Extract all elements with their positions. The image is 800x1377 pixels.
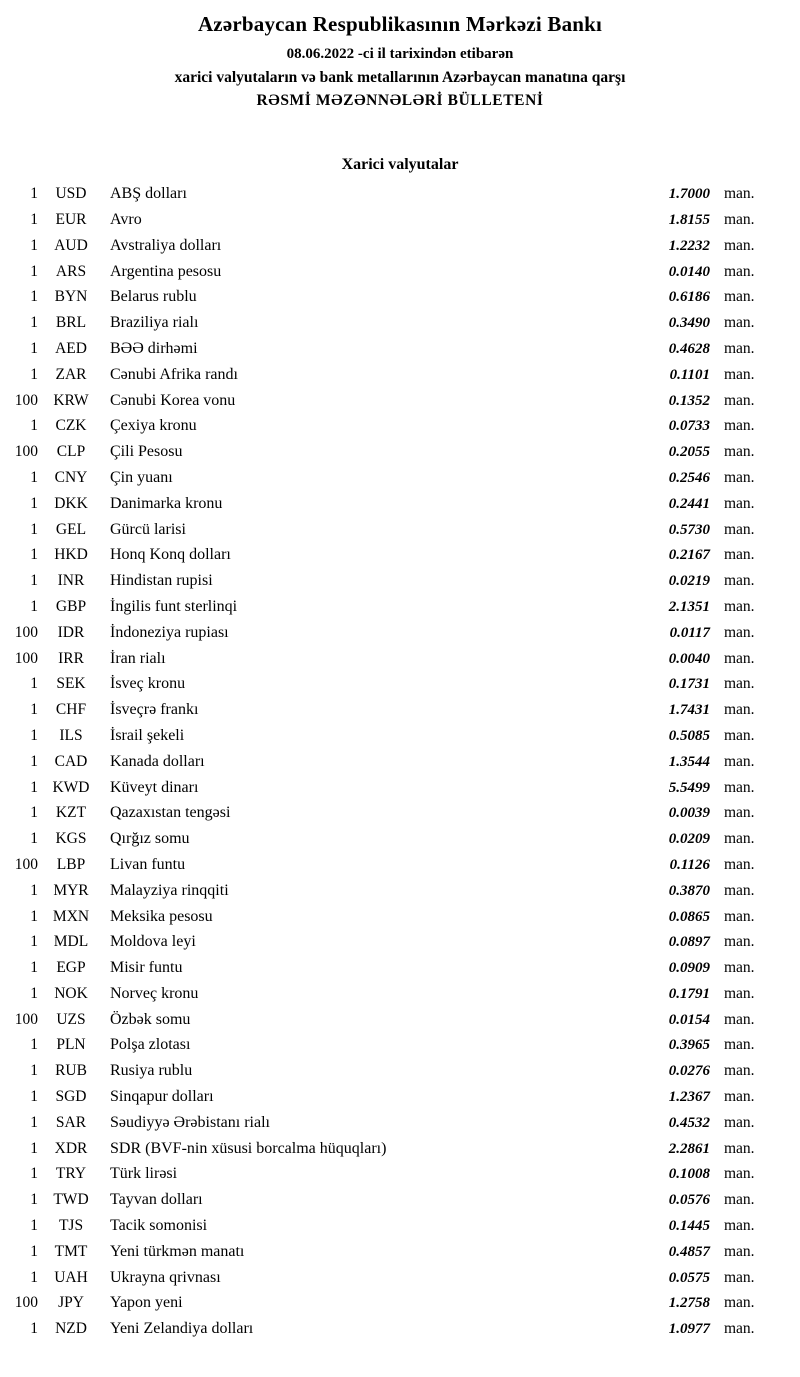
row-currency-name: Küveyt dinarı [110, 778, 199, 796]
row-nominal: 1 [30, 907, 38, 925]
row-nominal: 1 [30, 778, 38, 796]
row-rate-value: 5.5499 [668, 779, 710, 796]
row-unit-label: man. [724, 1217, 755, 1235]
row-unit-label: man. [724, 830, 755, 848]
row-currency-code: EUR [55, 210, 87, 228]
row-currency-name: Norveç kronu [110, 984, 199, 1002]
table-row [0, 1290, 770, 1316]
row-rate-value: 0.0039 [668, 805, 710, 822]
table-row [0, 594, 770, 620]
row-unit-label: man. [724, 494, 755, 512]
row-unit-label: man. [724, 959, 755, 977]
row-unit-label: man. [724, 546, 755, 564]
table-row [0, 981, 770, 1007]
row-currency-code: KWD [52, 778, 90, 796]
row-currency-name: Belarus rublu [110, 288, 197, 306]
table-row [0, 568, 770, 594]
table-row [0, 310, 770, 336]
row-rate-value: 0.0897 [668, 934, 710, 951]
row-currency-code: UAH [54, 1268, 88, 1286]
table-row [0, 207, 770, 233]
row-rate-value: 0.0140 [668, 263, 710, 280]
row-currency-name: Avstraliya dolları [110, 236, 222, 254]
row-nominal: 1 [30, 417, 38, 435]
row-nominal: 1 [30, 210, 38, 228]
row-currency-code: INR [57, 572, 85, 590]
section-title-foreign-currencies: Xarici valyutalar [341, 156, 459, 174]
row-nominal: 1 [30, 804, 38, 822]
table-row [0, 852, 770, 878]
row-nominal: 1 [30, 546, 38, 564]
row-currency-name: Livan funtu [110, 855, 186, 873]
row-unit-label: man. [724, 1036, 755, 1054]
row-unit-label: man. [724, 675, 755, 693]
row-currency-code: ILS [59, 726, 83, 744]
row-rate-value: 0.4857 [668, 1243, 710, 1260]
row-rate-value: 0.0576 [668, 1192, 710, 1209]
row-currency-name: Rusiya rublu [110, 1062, 193, 1080]
document-header [0, 12, 800, 110]
table-row [0, 1187, 770, 1213]
table-row [0, 826, 770, 852]
row-currency-code: AED [55, 339, 87, 357]
row-nominal: 100 [14, 443, 38, 461]
row-nominal: 1 [30, 185, 38, 203]
row-currency-code: GEL [55, 520, 87, 538]
row-nominal: 1 [30, 1242, 38, 1260]
row-rate-value: 0.0909 [668, 960, 710, 977]
row-rate-value: 0.0040 [668, 650, 710, 667]
row-currency-name: Yapon yeni [110, 1294, 183, 1312]
row-currency-name: Cənubi Korea vonu [110, 391, 236, 409]
row-currency-code: BRL [55, 314, 87, 332]
row-nominal: 1 [30, 288, 38, 306]
table-row [0, 929, 770, 955]
row-nominal: 1 [30, 1062, 38, 1080]
row-nominal: 1 [30, 1320, 38, 1338]
row-currency-name: Cənubi Afrika randı [110, 365, 238, 383]
row-unit-label: man. [724, 1113, 755, 1131]
row-nominal: 1 [30, 494, 38, 512]
row-unit-label: man. [724, 417, 755, 435]
bank-title: Azərbaycan Respublikasının Mərkəzi Bankı [197, 12, 603, 36]
row-nominal: 1 [30, 572, 38, 590]
row-rate-value: 0.6186 [668, 289, 710, 306]
table-row [0, 1213, 770, 1239]
row-unit-label: man. [724, 520, 755, 538]
table-row [0, 723, 770, 749]
row-currency-name: İsrail şekeli [110, 726, 185, 744]
row-rate-value: 0.3870 [668, 882, 710, 899]
row-currency-name: Qırğız somu [110, 830, 190, 848]
row-nominal: 100 [14, 391, 38, 409]
table-row [0, 362, 770, 388]
row-rate-value: 0.1731 [668, 676, 710, 693]
row-rate-value: 1.7000 [668, 186, 710, 203]
row-nominal: 1 [30, 1217, 38, 1235]
table-row [0, 1136, 770, 1162]
row-currency-code: NOK [54, 984, 88, 1002]
row-rate-value: 0.2167 [668, 547, 710, 564]
row-rate-value: 0.0154 [668, 1011, 710, 1028]
row-currency-code: NZD [55, 1320, 87, 1338]
row-currency-name: Tacik somonisi [110, 1217, 208, 1235]
row-unit-label: man. [724, 365, 755, 383]
table-row [0, 1058, 770, 1084]
row-unit-label: man. [724, 468, 755, 486]
row-unit-label: man. [724, 210, 755, 228]
subtitle-line-2: RƏSMİ MƏZƏNNƏLƏRİ BÜLLETENİ [256, 92, 544, 110]
row-currency-code: KZT [55, 804, 87, 822]
row-nominal: 1 [30, 726, 38, 744]
row-currency-code: CHF [55, 701, 87, 719]
row-rate-value: 0.0209 [668, 831, 710, 848]
row-currency-name: Çexiya kronu [110, 417, 197, 435]
row-currency-name: BƏƏ dirhəmi [110, 339, 198, 357]
row-unit-label: man. [724, 1165, 755, 1183]
row-currency-name: Moldova leyi [110, 933, 196, 951]
row-currency-code: CAD [54, 752, 88, 770]
row-unit-label: man. [724, 778, 755, 796]
row-currency-code: MXN [52, 907, 90, 925]
row-currency-name: Qazaxıstan tengəsi [110, 804, 231, 822]
row-rate-value: 1.8155 [668, 211, 710, 228]
row-nominal: 1 [30, 365, 38, 383]
row-unit-label: man. [724, 881, 755, 899]
row-currency-name: İran rialı [110, 649, 166, 667]
row-nominal: 1 [30, 314, 38, 332]
row-currency-code: CLP [56, 443, 86, 461]
row-currency-code: USD [55, 185, 87, 203]
row-nominal: 1 [30, 468, 38, 486]
row-currency-code: ARS [55, 262, 87, 280]
row-rate-value: 1.2232 [668, 237, 710, 254]
row-currency-code: PLN [56, 1036, 86, 1054]
table-row [0, 439, 770, 465]
row-currency-name: Argentina pesosu [110, 262, 222, 280]
row-rate-value: 0.1352 [668, 392, 710, 409]
row-unit-label: man. [724, 804, 755, 822]
row-currency-name: Gürcü larisi [110, 520, 186, 538]
row-currency-code: SEK [56, 675, 86, 693]
table-row [0, 259, 770, 285]
row-rate-value: 1.2367 [668, 1089, 710, 1106]
table-row [0, 413, 770, 439]
row-currency-code: UZS [56, 1010, 86, 1028]
row-nominal: 1 [30, 881, 38, 899]
row-currency-name: Yeni Zelandiya dolları [110, 1320, 254, 1338]
row-currency-code: ZAR [55, 365, 87, 383]
row-unit-label: man. [724, 907, 755, 925]
row-nominal: 100 [14, 855, 38, 873]
row-currency-name: Çili Pesosu [110, 443, 183, 461]
row-nominal: 1 [30, 597, 38, 615]
row-currency-name: Səudiyyə Ərəbistanı rialı [110, 1113, 270, 1131]
row-unit-label: man. [724, 1268, 755, 1286]
row-currency-name: Polşa zlotası [110, 1036, 191, 1054]
row-unit-label: man. [724, 314, 755, 332]
row-currency-code: XDR [54, 1139, 88, 1157]
row-currency-code: SAR [55, 1113, 87, 1131]
row-nominal: 100 [14, 623, 38, 641]
table-row [0, 775, 770, 801]
table-row [0, 800, 770, 826]
row-currency-code: IDR [57, 623, 85, 641]
table-row [0, 1316, 770, 1342]
row-unit-label: man. [724, 1088, 755, 1106]
row-nominal: 1 [30, 830, 38, 848]
row-unit-label: man. [724, 262, 755, 280]
row-nominal: 1 [30, 1191, 38, 1209]
row-unit-label: man. [724, 339, 755, 357]
rates-table-body [0, 181, 800, 1342]
row-rate-value: 0.3965 [668, 1037, 710, 1054]
row-unit-label: man. [724, 185, 755, 203]
row-rate-value: 1.2758 [668, 1295, 710, 1312]
row-currency-code: CNY [54, 468, 88, 486]
row-nominal: 1 [30, 675, 38, 693]
row-currency-name: Tayvan dolları [110, 1191, 203, 1209]
subtitle-line-1: xarici valyutaların və bank metallarının Azərbaycan manatına qarşı [174, 69, 626, 87]
row-currency-code: TJS [58, 1217, 84, 1235]
row-unit-label: man. [724, 1294, 755, 1312]
row-unit-label: man. [724, 726, 755, 744]
row-rate-value: 0.1791 [668, 985, 710, 1002]
row-currency-name: ABŞ dolları [110, 185, 187, 203]
row-nominal: 1 [30, 1088, 38, 1106]
row-nominal: 1 [30, 262, 38, 280]
row-currency-name: Danimarka kronu [110, 494, 223, 512]
row-unit-label: man. [724, 1139, 755, 1157]
row-rate-value: 1.3544 [668, 753, 710, 770]
row-nominal: 1 [30, 701, 38, 719]
row-nominal: 100 [14, 1010, 38, 1028]
table-row [0, 181, 770, 207]
row-currency-code: CZK [55, 417, 87, 435]
table-row [0, 749, 770, 775]
table-row [0, 1007, 770, 1033]
table-row [0, 491, 770, 517]
row-currency-name: Meksika pesosu [110, 907, 213, 925]
row-currency-name: Çin yuanı [110, 468, 173, 486]
row-unit-label: man. [724, 572, 755, 590]
table-row [0, 542, 770, 568]
row-currency-code: TRY [55, 1165, 87, 1183]
table-row [0, 671, 770, 697]
row-currency-code: KRW [53, 391, 89, 409]
row-rate-value: 0.5730 [668, 521, 710, 538]
row-currency-code: RUB [55, 1062, 87, 1080]
row-rate-value: 0.0865 [668, 908, 710, 925]
table-row [0, 517, 770, 543]
row-rate-value: 0.1101 [669, 366, 710, 383]
row-nominal: 1 [30, 236, 38, 254]
table-row [0, 284, 770, 310]
row-currency-name: Honq Konq dolları [110, 546, 231, 564]
row-currency-name: SDR (BVF-nin xüsusi borcalma hüquqları) [110, 1139, 387, 1157]
row-rate-value: 2.2861 [668, 1140, 710, 1157]
row-currency-name: Özbək somu [110, 1010, 191, 1028]
row-rate-value: 0.1445 [668, 1218, 710, 1235]
row-currency-code: KGS [55, 830, 87, 848]
row-rate-value: 0.0733 [668, 418, 710, 435]
row-currency-name: İndoneziya rupiası [110, 623, 229, 641]
row-unit-label: man. [724, 1320, 755, 1338]
row-rate-value: 0.0575 [668, 1269, 710, 1286]
row-currency-name: İngilis funt sterlinqi [110, 597, 238, 615]
row-unit-label: man. [724, 391, 755, 409]
table-row [0, 904, 770, 930]
row-currency-name: Ukrayna qrivnası [110, 1268, 221, 1286]
row-currency-code: GBP [55, 597, 87, 615]
row-rate-value: 0.4628 [668, 340, 710, 357]
table-row [0, 697, 770, 723]
effective-date-line: 08.06.2022 -ci il tarixindən etibarən [286, 46, 514, 63]
row-currency-code: JPY [58, 1294, 84, 1312]
row-unit-label: man. [724, 1242, 755, 1260]
row-currency-code: HKD [54, 546, 88, 564]
row-rate-value: 0.0276 [668, 1063, 710, 1080]
row-nominal: 1 [30, 1139, 38, 1157]
row-unit-label: man. [724, 597, 755, 615]
row-unit-label: man. [724, 701, 755, 719]
table-row [0, 1084, 770, 1110]
row-rate-value: 0.1126 [669, 856, 710, 873]
row-nominal: 100 [14, 1294, 38, 1312]
row-currency-name: İsveç kronu [110, 675, 186, 693]
row-nominal: 1 [30, 752, 38, 770]
row-currency-name: Kanada dolları [110, 752, 205, 770]
row-rate-value: 0.2546 [668, 469, 710, 486]
row-nominal: 1 [30, 520, 38, 538]
row-currency-code: AUD [54, 236, 88, 254]
row-rate-value: 1.0977 [668, 1321, 710, 1338]
row-currency-code: IRR [58, 649, 84, 667]
table-row [0, 1032, 770, 1058]
row-currency-name: İsveçrə frankı [110, 701, 199, 719]
row-unit-label: man. [724, 933, 755, 951]
row-rate-value: 0.3490 [668, 315, 710, 332]
row-unit-label: man. [724, 1191, 755, 1209]
row-unit-label: man. [724, 236, 755, 254]
row-rate-value: 1.7431 [668, 702, 710, 719]
row-unit-label: man. [724, 1010, 755, 1028]
row-nominal: 1 [30, 1268, 38, 1286]
row-nominal: 1 [30, 933, 38, 951]
row-rate-value: 2.1351 [668, 598, 710, 615]
table-row [0, 1161, 770, 1187]
table-row [0, 388, 770, 414]
table-row [0, 336, 770, 362]
row-nominal: 1 [30, 1165, 38, 1183]
row-rate-value: 0.0219 [668, 573, 710, 590]
row-unit-label: man. [724, 443, 755, 461]
row-unit-label: man. [724, 752, 755, 770]
row-rate-value: 0.2441 [668, 495, 710, 512]
row-currency-code: TMT [54, 1242, 88, 1260]
row-unit-label: man. [724, 623, 755, 641]
row-rate-value: 0.1008 [668, 1166, 710, 1183]
table-row [0, 620, 770, 646]
row-currency-code: EGP [56, 959, 86, 977]
row-currency-name: Braziliya rialı [110, 314, 199, 332]
table-row [0, 646, 770, 672]
row-rate-value: 0.4532 [668, 1114, 710, 1131]
row-unit-label: man. [724, 855, 755, 873]
row-currency-name: Misir funtu [110, 959, 183, 977]
row-currency-name: Türk lirəsi [110, 1165, 178, 1183]
row-currency-code: DKK [54, 494, 88, 512]
row-rate-value: 0.0117 [669, 624, 710, 641]
row-currency-code: MDL [53, 933, 89, 951]
row-currency-code: SGD [55, 1088, 87, 1106]
row-currency-name: Yeni türkmən manatı [110, 1242, 245, 1260]
row-currency-code: BYN [54, 288, 88, 306]
row-currency-code: MYR [53, 881, 89, 899]
row-rate-value: 0.5085 [668, 727, 710, 744]
row-nominal: 1 [30, 1113, 38, 1131]
row-unit-label: man. [724, 984, 755, 1002]
table-row [0, 465, 770, 491]
row-nominal: 1 [30, 339, 38, 357]
row-currency-code: TWD [53, 1191, 89, 1209]
row-nominal: 1 [30, 984, 38, 1002]
table-row [0, 1110, 770, 1136]
row-rate-value: 0.2055 [668, 444, 710, 461]
table-row [0, 233, 770, 259]
row-currency-code: LBP [56, 855, 86, 873]
table-row [0, 955, 770, 981]
row-currency-name: Malayziya rinqqiti [110, 881, 229, 899]
table-row [0, 1265, 770, 1291]
row-nominal: 1 [30, 1036, 38, 1054]
row-unit-label: man. [724, 1062, 755, 1080]
row-nominal: 100 [14, 649, 38, 667]
row-unit-label: man. [724, 288, 755, 306]
table-row [0, 1239, 770, 1265]
row-nominal: 1 [30, 959, 38, 977]
row-currency-name: Sinqapur dolları [110, 1088, 214, 1106]
row-currency-name: Hindistan rupisi [110, 572, 213, 590]
table-row [0, 878, 770, 904]
row-unit-label: man. [724, 649, 755, 667]
row-currency-name: Avro [110, 210, 142, 228]
